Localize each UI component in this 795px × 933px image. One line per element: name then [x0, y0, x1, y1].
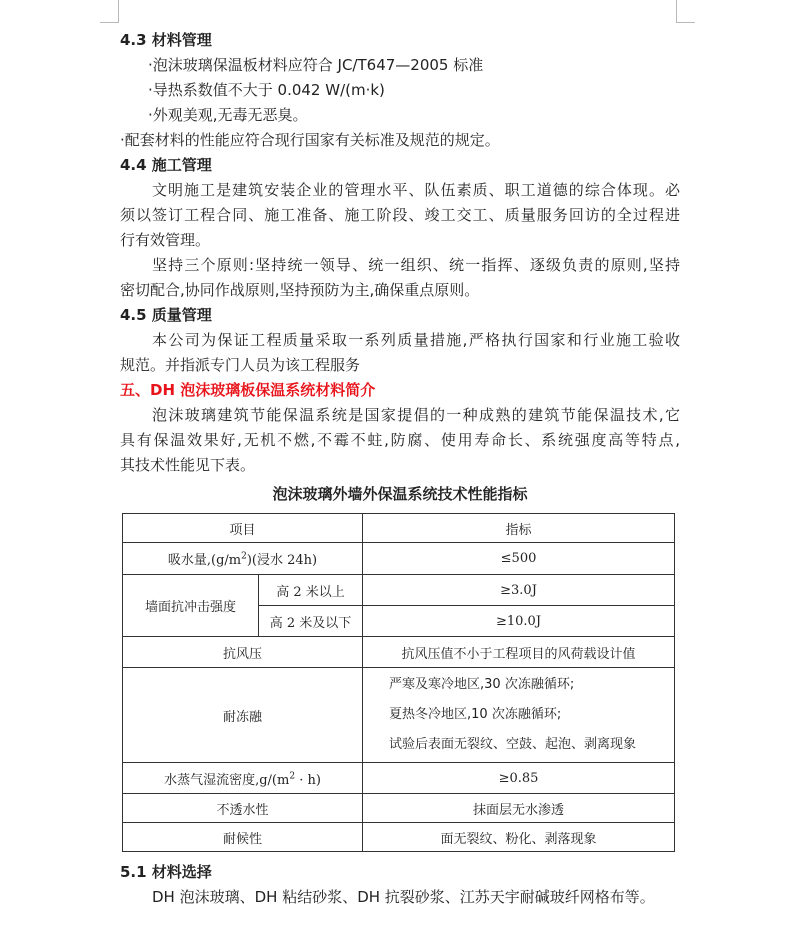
table-row [123, 763, 675, 794]
heading-4-3: 4.3 材料管理 [120, 31, 212, 49]
row-label-water-absorption: 吸水量$,(g/m^2)$(浸水 24h) [123, 543, 363, 575]
row-label-vapor: 水蒸气湿流密度$,g/(m^2 \cdot h)$ [123, 763, 363, 794]
paragraph-line: 本公司为保证工程质量采取一系列质量措施,严格执行国家和行业施工验收 [152, 331, 680, 349]
row-value: ≥0.85 [363, 763, 675, 794]
row-label-impermeability: 不透水性 [123, 794, 363, 823]
paragraph-line: 密切配合,协同作战原则,坚持预防为主,确保重点原则。 [120, 281, 480, 299]
material-item-3: ·外观美观,无毒无恶臭。 [148, 106, 308, 124]
performance-table [122, 513, 675, 852]
heading-section-5: 五、DH 泡沫玻璃板保温系统材料简介 [120, 381, 376, 399]
paragraph-line: 行有效管理。 [120, 231, 211, 249]
paragraph-line: 须以签订工程合同、施工准备、施工阶段、竣工交工、质量服务回访的全过程进 [120, 206, 680, 224]
row-value: ≤500 [363, 543, 675, 575]
table-caption: 泡沫玻璃外墙外保温系统技术性能指标 [272, 485, 528, 503]
material-item-1: ·泡沫玻璃保温板材料应符合 JC/T647—2005 标准 [148, 56, 484, 74]
frost-line: 夏热冬冷地区,10 次冻融循环; [389, 707, 562, 722]
table-row [123, 575, 675, 606]
table-row [123, 794, 675, 823]
row-label-impact: 墙面抗冲击强度 [123, 575, 259, 637]
frost-line: 试验后表面无裂纹、空鼓、起泡、剥离现象 [389, 737, 637, 752]
header-item: 项目 [123, 514, 363, 543]
row-sublabel: 高 2 米及以下 [259, 606, 363, 637]
table-row [123, 543, 675, 575]
table-row [123, 637, 675, 668]
page-corner-mark-right [676, 0, 695, 23]
table-header-row [123, 514, 675, 543]
row-value: 抹面层无水渗透 [363, 794, 675, 823]
table-row [123, 668, 675, 763]
heading-4-5: 4.5 质量管理 [120, 306, 212, 324]
row-value: 抗风压值不小于工程项目的风荷载设计值 [363, 637, 675, 668]
material-item-2: ·导热系数值不大于 0.042 W/(m·k) [148, 81, 385, 99]
heading-4-4: 4.4 施工管理 [120, 156, 212, 174]
row-value: ≥10.0J [363, 606, 675, 637]
table-row [123, 823, 675, 852]
paragraph-line: 具有保温效果好,无机不燃,不霉不蛀,防腐、使用寿命长、系统强度高等特点, [120, 431, 680, 449]
paragraph-line: 文明施工是建筑安装企业的管理水平、队伍素质、职工道德的综合体现。必 [152, 181, 680, 199]
paragraph-line: 泡沫玻璃建筑节能保温系统是国家提倡的一种成熟的建筑节能保温技术,它 [152, 406, 680, 424]
row-value: ≥3.0J [363, 575, 675, 606]
paragraph-line: 规范。并指派专门人员为该工程服务 [120, 356, 361, 374]
row-sublabel: 高 2 米以上 [259, 575, 363, 606]
row-value: 面无裂纹、粉化、剥落现象 [363, 823, 675, 852]
row-label-weathering: 耐候性 [123, 823, 363, 852]
paragraph-line: 其技术性能见下表。 [120, 456, 256, 474]
document-page [120, 28, 680, 910]
heading-5-1: 5.1 材料选择 [120, 863, 212, 881]
paragraph-line: DH 泡沫玻璃、DH 粘结砂浆、DH 抗裂砂浆、江苏天宇耐碱玻纤网格布等。 [152, 888, 655, 906]
page-corner-mark-left [100, 0, 119, 23]
row-label-wind: 抗风压 [123, 637, 363, 668]
material-item-4: ·配套材料的性能应符合现行国家有关标准及规范的规定。 [120, 131, 500, 149]
row-value-multi [363, 668, 675, 763]
frost-line: 严寒及寒冷地区,30 次冻融循环; [389, 677, 575, 692]
row-label-freeze-thaw: 耐冻融 [123, 668, 363, 763]
paragraph-line: 坚持三个原则:坚持统一领导、统一组织、统一指挥、逐级负责的原则,坚持 [152, 256, 680, 274]
header-index: 指标 [363, 514, 675, 543]
